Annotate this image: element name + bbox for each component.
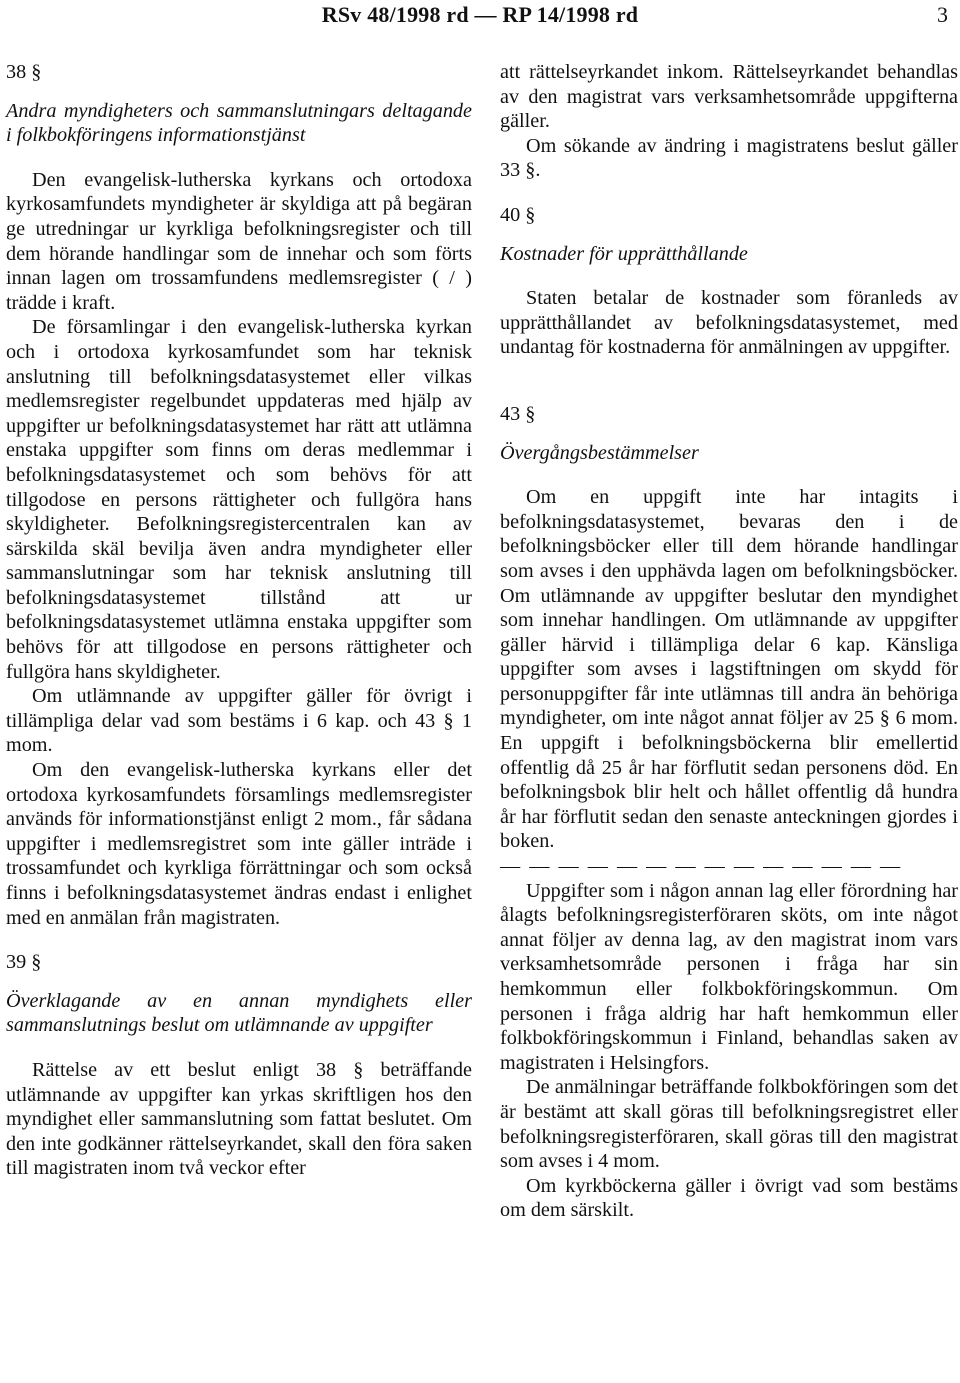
page-number: 3 xyxy=(937,2,948,27)
paragraph: Om utlämnande av uppgifter gäller för övrigt i tillämpliga delar vad som bestäms i 6 kap. och 43 § 1 mom. xyxy=(6,685,472,757)
paragraph: att rättelseyrkandet inkom. Rättelseyrkandet behandlas av den magistrat vars verksamhetsområde uppgifterna gäller. xyxy=(500,61,958,133)
paragraph: De anmälningar beträffande folkbokföringen som det är bestämt att skall göras till befolkningsregistret eller befolkningsregisterföraren, skall göras till den magistrat som avses i 4 mom. xyxy=(500,1076,958,1173)
section-heading-38: Andra myndigheters och sammanslutningars deltagande i folkbokföringens informationstjänst xyxy=(6,99,472,147)
paragraph: Om en uppgift inte har intagits i befolkningsdatasystemet, bevaras den i de befolkningsböcker eller till dem hörande handlingar som avses i den upphävda lagen om befolkningsböcker. Om utlämnande av uppgifter beslutar den myndighet som innehar handlingen. Om utlämnande av uppgifter gäller härvid i tillämpliga delar 6 kap. Känsliga uppgifter som avses i lagstiftningen om skydd för personuppgifter får inte utlämnas till andra än behöriga myndigheter, om inte något annat följer av 25 § 6 mom. En uppgift i befolkningsböckerna blir emellertid offentlig då 25 år har förflutit sedan personens död. En befolkningsbok blir helt och hållet offentlig då hundra år har förflutit sedan den senaste anteckningen gjordes i boken. xyxy=(500,486,958,853)
section-heading-40: Kostnader för upprätthållande xyxy=(500,242,748,265)
page-header xyxy=(0,0,960,30)
paragraph: Uppgifter som i någon annan lag eller förordning har ålagts befolkningsregisterföraren sköts, om inte något annat följer av denna lag, av den magistrat inom vars verksamhetsområde personen i fråga har sin hemkommun eller folkbokföringskommun. Om personen i fråga aldrig har haft hemkommun eller folkbokföringskommun i Finland, behandlas saken av magistraten i Helsingfors. xyxy=(500,879,958,1074)
right-column xyxy=(500,60,958,1223)
section-number-43: 43 § xyxy=(500,402,536,425)
section-number-40: 40 § xyxy=(500,203,536,226)
section-heading-39: Överklagande av en annan myndighets eller sammanslutnings beslut om utlämnande av uppgifter xyxy=(6,989,472,1037)
paragraph: Om kyrkböckerna gäller i övrigt vad som bestäms om dem särskilt. xyxy=(500,1174,958,1222)
section-number-39: 39 § xyxy=(6,951,42,974)
paragraph: Rättelse av ett beslut enligt 38 § beträffande utlämnande av uppgifter kan yrkas skriftligen hos den myndighet eller sammanslutning som fattat beslutet. Om den inte godkänner rättelseyrkandet, skall den föra saken till magistraten inom två veckor efter xyxy=(6,1058,472,1180)
paragraph: Om den evangelisk-lutherska kyrkans eller det ortodoxa kyrkosamfundets församlings medlemsregister används för informationstjänst enligt 2 mom., får sådana uppgifter i medlemsregistret som inte gäller inträde i trossamfundet och kyrkliga förrättningar och som också finns i befolkningsdatasystemet ändras endast i enlighet med en anmälan från magistraten. xyxy=(6,759,472,929)
paragraph: De församlingar i den evangelisk-lutherska kyrkan och i ortodoxa kyrkosamfundet som har teknisk anslutning till befolkningsdatasystemet eller vilkas medlemsregister regelbundet uppdateras med hjälp av uppgifter ur befolkningsdatasystemet har rätt att utlämna enstaka uppgifter som finns om deras medlemmar i befolkningsdatasystemet och som behövs för att tillgodose en persons rättigheter och fullgöra hans skyldigheter. Befolkningsregistercentralen kan av särskilda skäl bevilja även andra myndigheter eller sammanslutningar som har teknisk anslutning till befolkningsdatasystemet tillstånd att ur befolkningsdatasystemet utlämna enstaka uppgifter som behövs för att tillgodose en persons rättigheter och fullgöra hans skyldigheter. xyxy=(6,316,472,683)
omission-dashes: — — — — — — — — — — — — — — xyxy=(500,855,903,878)
left-column xyxy=(6,60,472,1181)
paragraph: Om sökande av ändring i magistratens beslut gäller 33 §. xyxy=(500,134,958,182)
section-heading-43: Övergångsbestämmelser xyxy=(500,441,699,464)
paragraph: Staten betalar de kostnader som föranleds av upprätthållandet av befolkningsdatasystemet, med undantag för kostnaderna för anmälningen av uppgifter. xyxy=(500,287,958,359)
document-reference: RSv 48/1998 rd — RP 14/1998 rd xyxy=(321,2,639,27)
paragraph: Den evangelisk-lutherska kyrkans och ortodoxa kyrkosamfundets myndigheter är skyldiga att på begäran ge utredningar ur kyrkliga befolkningsregister och till dem hörande handlingar som de innehar och som förts innan lagen om trossamfundens medlemsregister ( / ) trädde i kraft. xyxy=(6,168,472,314)
section-number-38: 38 § xyxy=(6,61,42,83)
